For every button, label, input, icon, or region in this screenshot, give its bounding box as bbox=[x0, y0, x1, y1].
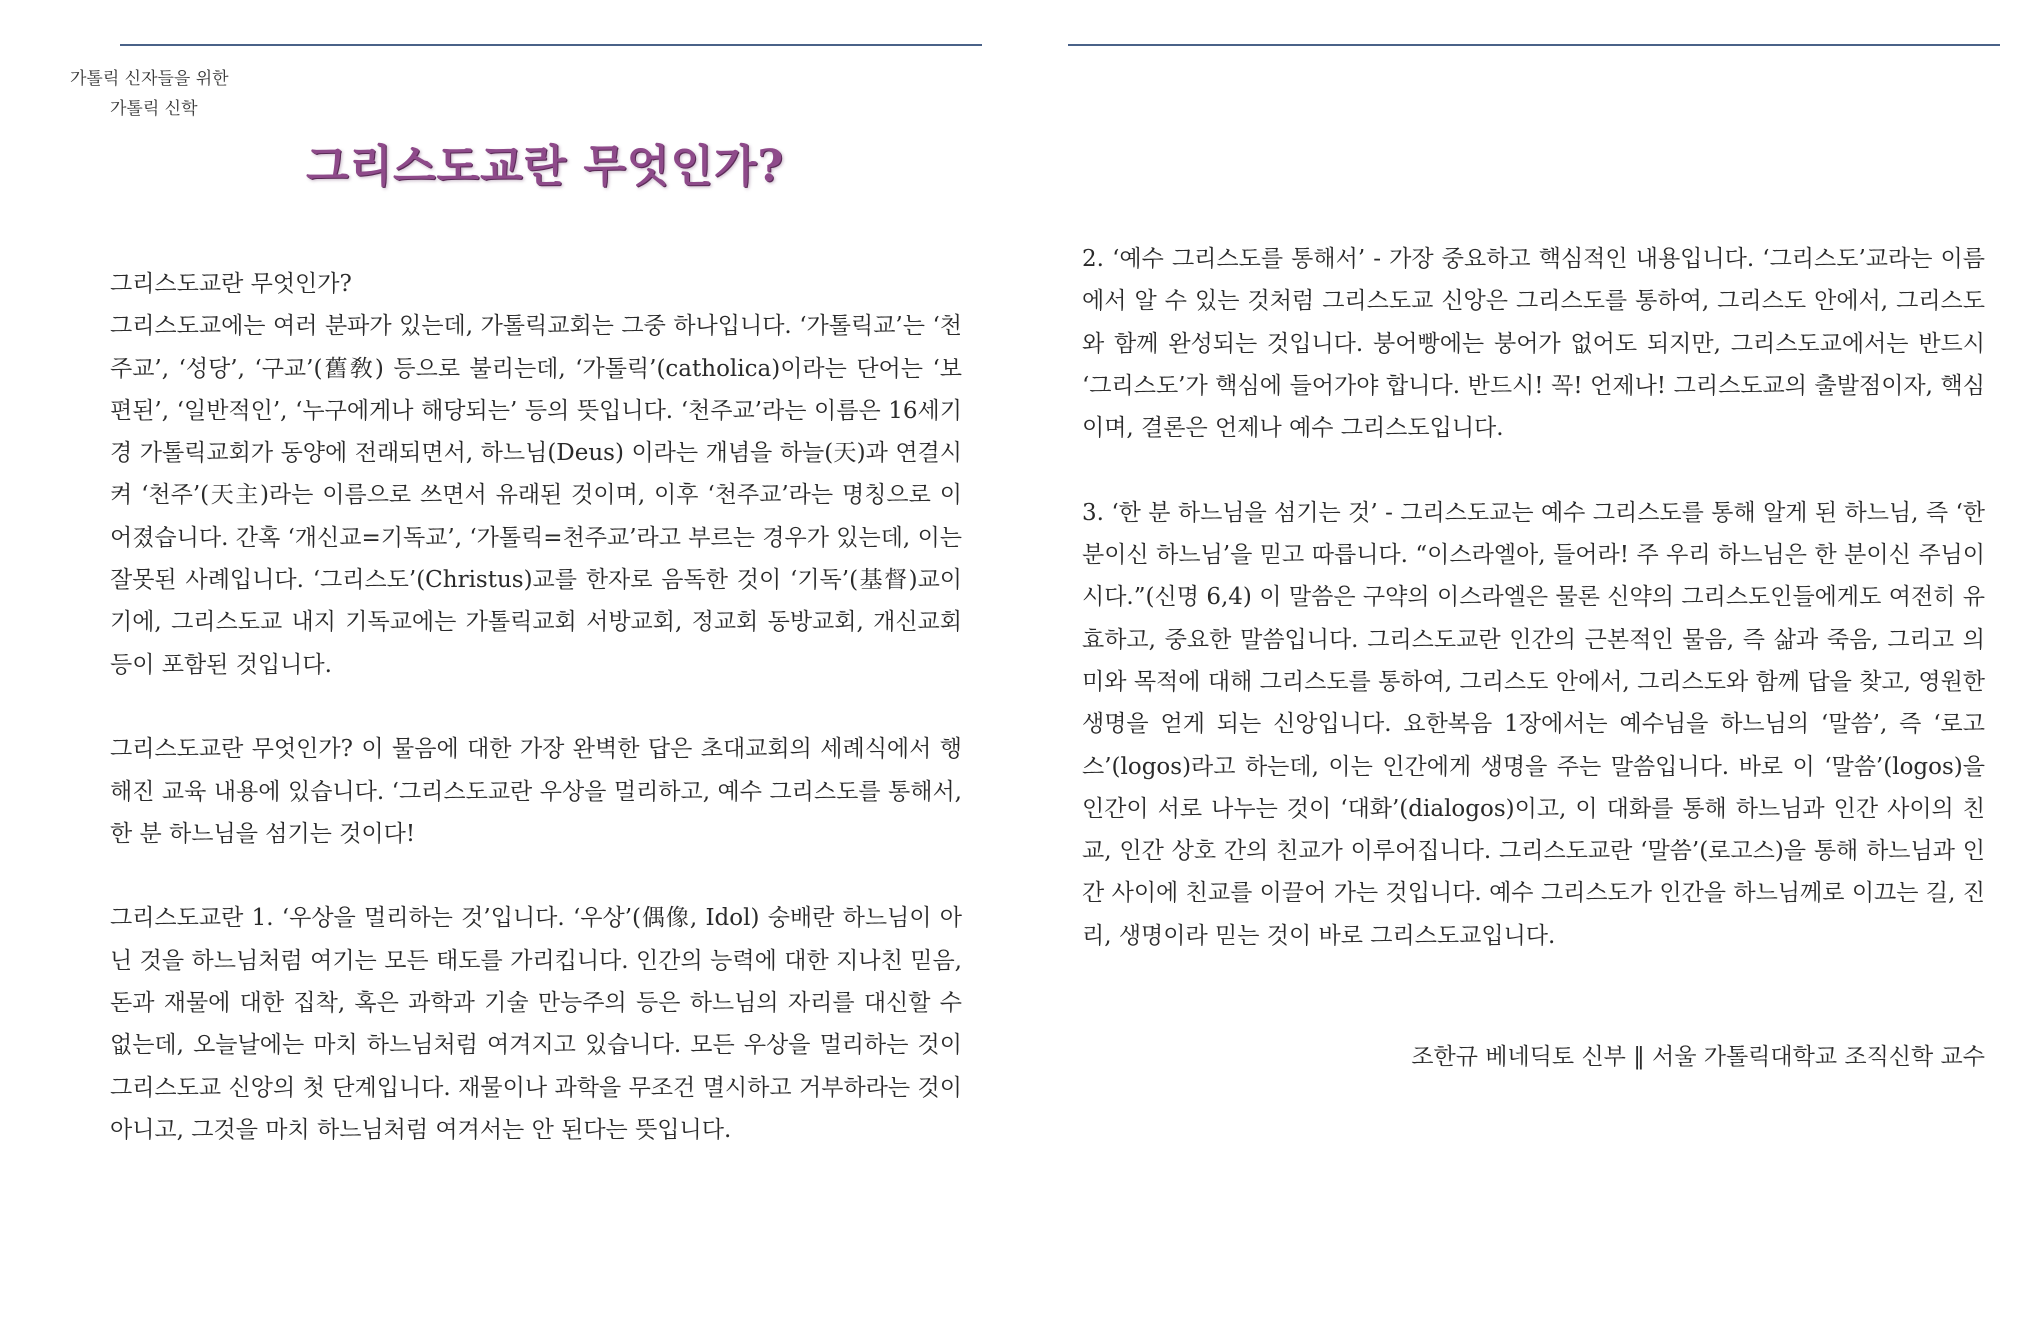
left-column bbox=[110, 263, 962, 1151]
series-line-2: 가톨릭 신학 bbox=[110, 99, 198, 119]
paragraph-avoid-idols: 그리스도교란 1. ‘우상을 멀리하는 것’입니다. ‘우상’(偶像, Idol) 숭배란 하느님이 아닌 것을 하느님처럼 여기는 모든 태도를 가리킵니다. 인간의 능력에 대한 지나친 믿음, 돈과 재물에 대한 집착, 혹은 과학과 기술 만능주의 등은 하느님의 자리를 대신할 수 없는데, 오늘날에는 마치 하느님처럼 여겨지고 있습니다. 모든 우상을 멀리하는 것이 그리스도교 신앙의 첫 단계입니다. 재물이나 과학을 무조건 멸시하고 거부하라는 것이 아니고, 그것을 마치 하느님처럼 여겨서는 안 된다는 뜻입니다. bbox=[110, 905, 962, 1143]
author-signature: 조한규 베네딕토 신부 ‖ 서울 가톨릭대학교 조직신학 교수 bbox=[1411, 1044, 1985, 1070]
header-rule-right bbox=[1068, 44, 2000, 46]
paragraph-complete-answer: 그리스도교란 무엇인가? 이 물음에 대한 가장 완벽한 답은 초대교회의 세례식에서 행해진 교육 내용에 있습니다. ‘그리스도교란 우상을 멀리하고, 예수 그리스도를 통해서, 한 분 하느님을 섬기는 것이다! bbox=[110, 736, 962, 847]
page-title: 그리스도교란 무엇인가? bbox=[306, 141, 785, 192]
series-label bbox=[70, 64, 229, 124]
question-line: 그리스도교란 무엇인가? bbox=[110, 271, 352, 297]
right-column bbox=[1082, 238, 1985, 957]
header-rule-left bbox=[120, 44, 982, 46]
paragraph-through-christ: 2. ‘예수 그리스도를 통해서’ - 가장 중요하고 핵심적인 내용입니다. ‘그리스도’교라는 이름에서 알 수 있는 것처럼 그리스도교 신앙은 그리스도를 통하여, 그리스도 안에서, 그리스도와 함께 완성되는 것입니다. 붕어빵에는 붕어가 없어도 되지만, 그리스도교에서는 반드시 ‘그리스도’가 핵심에 들어가야 합니다. 반드시! 꼭! 언제나! 그리스도교의 출발점이자, 핵심이며, 결론은 언제나 예수 그리스도입니다. bbox=[1082, 246, 1985, 442]
series-line-1: 가톨릭 신자들을 위한 bbox=[70, 69, 229, 89]
paragraph-one-god: 3. ‘한 분 하느님을 섬기는 것’ - 그리스도교는 예수 그리스도를 통해 알게 된 하느님, 즉 ‘한 분이신 하느님’을 믿고 따릅니다. “이스라엘아, 들어라! 주 우리 하느님은 한 분이신 주님이시다.”(신명 6,4) 이 말씀은 구약의 이스라엘은 물론 신약의 그리스도인들에게도 여전히 유효하고, 중요한 말씀입니다. 그리스도교란 인간의 근본적인 물음, 즉 삶과 죽음, 그리고 의미와 목적에 대해 그리스도를 통하여, 그리스도 안에서, 그리스도와 함께 답을 찾고, 영원한 생명을 얻게 되는 신앙입니다. 요한복음 1장에서는 예수님을 하느님의 ‘말씀’, 즉 ‘로고스’(logos)라고 하는데, 이는 인간에게 생명을 주는 말씀입니다. 바로 이 ‘말씀’(logos)을 인간이 서로 나누는 것이 ‘대화’(dialogos)이고, 이 대화를 통해 하느님과 인간 사이의 친교, 인간 상호 간의 친교가 이루어집니다. 그리스도교란 ‘말씀’(로고스)을 통해 하느님과 인간 사이에 친교를 이끌어 가는 것입니다. 예수 그리스도가 인간을 하느님께로 이끄는 길, 진리, 생명이라 믿는 것이 바로 그리스도교입니다. bbox=[1082, 499, 1985, 949]
paragraph-catholic-names: 그리스도교에는 여러 분파가 있는데, 가톨릭교회는 그중 하나입니다. ‘가톨릭교’는 ‘천주교’, ‘성당’, ‘구교’(舊敎) 등으로 불리는데, ‘가톨릭’(catholica)이라는 단어는 ‘보편된’, ‘일반적인’, ‘누구에게나 해당되는’ 등의 뜻입니다. ‘천주교’라는 이름은 16세기경 가톨릭교회가 동양에 전래되면서, 하느님(Deus) 이라는 개념을 하늘(天)과 연결시켜 ‘천주’(天主)라는 이름으로 쓰면서 유래된 것이며, 이후 ‘천주교’라는 명칭으로 이어졌습니다. 간혹 ‘개신교=기독교’, ‘가톨릭=천주교’라고 부르는 경우가 있는데, 이는 잘못된 사례입니다. ‘그리스도’(Christus)교를 한자로 음독한 것이 ‘기독’(基督)교이기에, 그리스도교 내지 기독교에는 가톨릭교회 서방교회, 정교회 동방교회, 개신교회 등이 포함된 것입니다. bbox=[110, 313, 962, 678]
